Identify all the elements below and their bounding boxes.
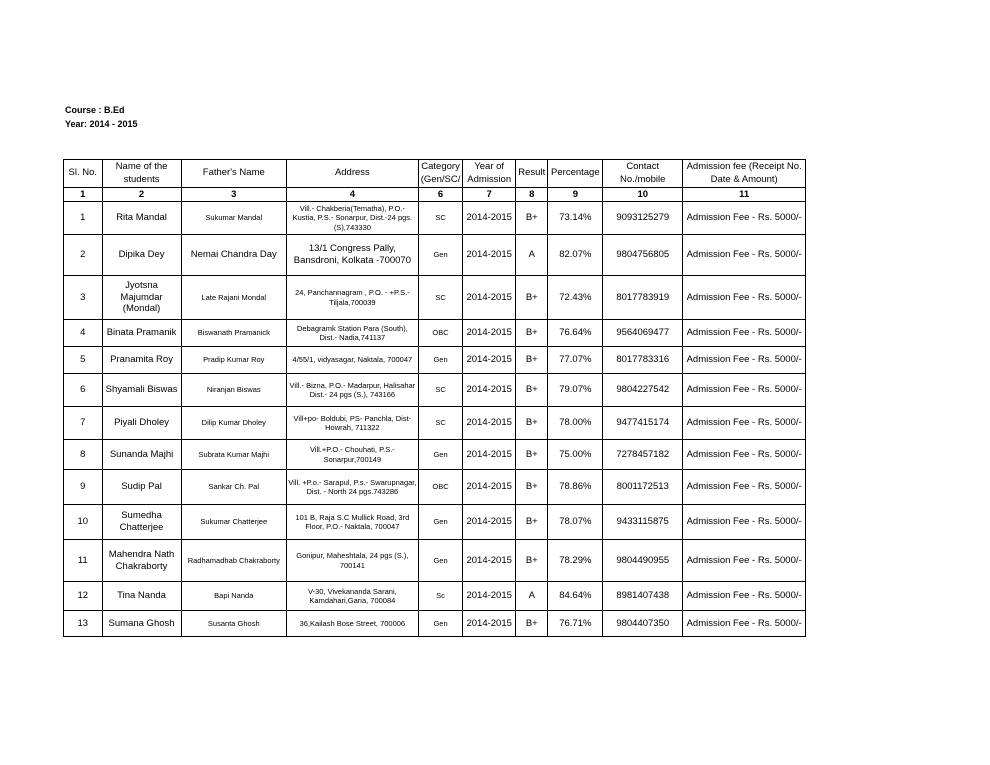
- sl-no-cell: 11: [64, 540, 103, 582]
- category-cell: SC: [418, 407, 463, 440]
- student-name-cell: Jyotsna Majumdar (Mondal): [102, 276, 181, 320]
- father-name-cell: Sukumar Chatterjee: [181, 505, 286, 540]
- category-cell: Gen: [418, 505, 463, 540]
- column-number: 9: [548, 188, 603, 202]
- contact-cell: 9477415174: [603, 407, 683, 440]
- percentage-cell: 78.07%: [548, 505, 603, 540]
- admission-records-table: [63, 159, 806, 637]
- student-name-cell: Sunanda Majhi: [102, 440, 181, 470]
- column-header-sl-no: Sl. No.: [64, 160, 103, 188]
- percentage-cell: 79.07%: [548, 374, 603, 407]
- percentage-cell: 84.64%: [548, 582, 603, 611]
- address-cell: Vill.+P.O.- Chouhati, P.S.- Sonarpur,700149: [286, 440, 418, 470]
- result-cell: B+: [516, 320, 548, 347]
- admission-fee-cell: Admission Fee - Rs. 5000/-: [683, 202, 806, 235]
- sl-no-cell: 12: [64, 582, 103, 611]
- table-row: [64, 611, 806, 637]
- address-cell: 101 B, Raja S.C Mullick Road, 3rd Floor, P.O.- Naktala, 700047: [286, 505, 418, 540]
- column-number: 2: [102, 188, 181, 202]
- category-cell: Gen: [418, 235, 463, 276]
- table-row: [64, 440, 806, 470]
- table-row: [64, 505, 806, 540]
- column-number: 6: [418, 188, 463, 202]
- year-cell: 2014-2015: [463, 202, 516, 235]
- percentage-cell: 76.71%: [548, 611, 603, 637]
- contact-cell: 9804227542: [603, 374, 683, 407]
- year-cell: 2014-2015: [463, 347, 516, 374]
- table-row: [64, 374, 806, 407]
- sl-no-cell: 10: [64, 505, 103, 540]
- address-cell: Vill+po- Boldubi, PS- Panchla, Dist- Howrah, 711322: [286, 407, 418, 440]
- contact-cell: 8981407438: [603, 582, 683, 611]
- result-cell: B+: [516, 440, 548, 470]
- father-name-cell: Dilip Kumar Dholey: [181, 407, 286, 440]
- result-cell: B+: [516, 407, 548, 440]
- result-cell: B+: [516, 540, 548, 582]
- year-cell: 2014-2015: [463, 407, 516, 440]
- category-cell: Gen: [418, 440, 463, 470]
- student-name-cell: Sumedha Chatterjee: [102, 505, 181, 540]
- column-number-row: [64, 188, 806, 202]
- address-cell: Vill. +P.o.- Sarapul, P.s.- Swarupnagar, Dist. - North 24 pgs.743286: [286, 470, 418, 505]
- category-cell: Gen: [418, 540, 463, 582]
- father-name-cell: Bapi Nanda: [181, 582, 286, 611]
- admission-fee-cell: Admission Fee - Rs. 5000/-: [683, 407, 806, 440]
- column-header-father-name: Father's Name: [181, 160, 286, 188]
- admission-fee-cell: Admission Fee - Rs. 5000/-: [683, 320, 806, 347]
- address-cell: 13/1 Congress Pally, Bansdroni, Kolkata -700070: [286, 235, 418, 276]
- column-number: 1: [64, 188, 103, 202]
- year-cell: 2014-2015: [463, 582, 516, 611]
- student-name-cell: Sudip Pal: [102, 470, 181, 505]
- result-cell: A: [516, 582, 548, 611]
- category-cell: Gen: [418, 611, 463, 637]
- category-cell: SC: [418, 276, 463, 320]
- table-header-row: [64, 160, 806, 188]
- address-cell: 36,Kailash Bose Street, 700006: [286, 611, 418, 637]
- column-header-category: Category (Gen/SC/: [418, 160, 463, 188]
- percentage-cell: 72.43%: [548, 276, 603, 320]
- category-cell: Sc: [418, 582, 463, 611]
- result-cell: B+: [516, 470, 548, 505]
- contact-cell: 9433115875: [603, 505, 683, 540]
- father-name-cell: Susanta Ghosh: [181, 611, 286, 637]
- percentage-cell: 82.07%: [548, 235, 603, 276]
- sl-no-cell: 4: [64, 320, 103, 347]
- year-cell: 2014-2015: [463, 540, 516, 582]
- column-number: 4: [286, 188, 418, 202]
- result-cell: B+: [516, 611, 548, 637]
- student-name-cell: Sumana Ghosh: [102, 611, 181, 637]
- result-cell: B+: [516, 374, 548, 407]
- admission-fee-cell: Admission Fee - Rs. 5000/-: [683, 540, 806, 582]
- contact-cell: 8017783316: [603, 347, 683, 374]
- father-name-cell: Pradip Kumar Roy: [181, 347, 286, 374]
- course-label: Course : B.Ed: [65, 105, 125, 115]
- address-cell: 4/55/1, vidyasagar, Naktala, 700047: [286, 347, 418, 374]
- table-body: [64, 202, 806, 637]
- result-cell: B+: [516, 347, 548, 374]
- category-cell: OBC: [418, 320, 463, 347]
- table-row: [64, 202, 806, 235]
- student-name-cell: Piyali Dholey: [102, 407, 181, 440]
- column-number: 10: [603, 188, 683, 202]
- sl-no-cell: 3: [64, 276, 103, 320]
- table-row: [64, 407, 806, 440]
- address-cell: Vill.- Bizna, P.O.- Madarpur, Halisahar Dist.- 24 pgs (S.), 743166: [286, 374, 418, 407]
- percentage-cell: 73.14%: [548, 202, 603, 235]
- percentage-cell: 75.00%: [548, 440, 603, 470]
- column-number: 7: [463, 188, 516, 202]
- table-row: [64, 582, 806, 611]
- admission-fee-cell: Admission Fee - Rs. 5000/-: [683, 440, 806, 470]
- year-cell: 2014-2015: [463, 470, 516, 505]
- student-name-cell: Shyamali Biswas: [102, 374, 181, 407]
- category-cell: Gen: [418, 347, 463, 374]
- percentage-cell: 76.64%: [548, 320, 603, 347]
- contact-cell: 8017783919: [603, 276, 683, 320]
- column-header-contact: Contact No./mobile: [603, 160, 683, 188]
- father-name-cell: Biswanath Pramanick: [181, 320, 286, 347]
- father-name-cell: Sukumar Mandal: [181, 202, 286, 235]
- year-cell: 2014-2015: [463, 320, 516, 347]
- column-number: 3: [181, 188, 286, 202]
- result-cell: B+: [516, 505, 548, 540]
- contact-cell: 9093125279: [603, 202, 683, 235]
- category-cell: SC: [418, 202, 463, 235]
- father-name-cell: Nemai Chandra Day: [181, 235, 286, 276]
- student-name-cell: Mahendra Nath Chakraborty: [102, 540, 181, 582]
- column-header-result: Result: [516, 160, 548, 188]
- percentage-cell: 78.00%: [548, 407, 603, 440]
- category-cell: SC: [418, 374, 463, 407]
- table-row: [64, 320, 806, 347]
- admission-fee-cell: Admission Fee - Rs. 5000/-: [683, 235, 806, 276]
- year-cell: 2014-2015: [463, 276, 516, 320]
- column-number: 8: [516, 188, 548, 202]
- sl-no-cell: 2: [64, 235, 103, 276]
- address-cell: 24, Panchannagram , P.O. - +P.S.- Tiljala,700039: [286, 276, 418, 320]
- percentage-cell: 77.07%: [548, 347, 603, 374]
- admission-fee-cell: Admission Fee - Rs. 5000/-: [683, 470, 806, 505]
- result-cell: A: [516, 235, 548, 276]
- table-row: [64, 540, 806, 582]
- column-header-address: Address: [286, 160, 418, 188]
- result-cell: B+: [516, 202, 548, 235]
- father-name-cell: Radhamadhab Chakraborty: [181, 540, 286, 582]
- student-name-cell: Rita Mandal: [102, 202, 181, 235]
- column-header-year-of-admission: Year of Admission: [463, 160, 516, 188]
- sl-no-cell: 7: [64, 407, 103, 440]
- table-row: [64, 470, 806, 505]
- address-cell: V-30, Vivekananda Sarani, Kamdahari,Garia, 700084: [286, 582, 418, 611]
- father-name-cell: Niranjan Biswas: [181, 374, 286, 407]
- admission-fee-cell: Admission Fee - Rs. 5000/-: [683, 582, 806, 611]
- student-name-cell: Binata Pramanik: [102, 320, 181, 347]
- admission-fee-cell: Admission Fee - Rs. 5000/-: [683, 611, 806, 637]
- contact-cell: 9804756805: [603, 235, 683, 276]
- sl-no-cell: 13: [64, 611, 103, 637]
- table-row: [64, 347, 806, 374]
- contact-cell: 7278457182: [603, 440, 683, 470]
- contact-cell: 9564069477: [603, 320, 683, 347]
- year-cell: 2014-2015: [463, 505, 516, 540]
- table-row: [64, 276, 806, 320]
- admission-fee-cell: Admission Fee - Rs. 5000/-: [683, 374, 806, 407]
- sl-no-cell: 1: [64, 202, 103, 235]
- father-name-cell: Late Rajani Mondal: [181, 276, 286, 320]
- address-cell: Gonipur, Maheshtala, 24 pgs (S.), 700141: [286, 540, 418, 582]
- father-name-cell: Subrata Kumar Majhi: [181, 440, 286, 470]
- column-header-admission-fee: Admission fee (Receipt No. Date & Amount): [683, 160, 806, 188]
- admission-fee-cell: Admission Fee - Rs. 5000/-: [683, 276, 806, 320]
- column-header-percentage: Percentage: [548, 160, 603, 188]
- column-number: 11: [683, 188, 806, 202]
- sl-no-cell: 8: [64, 440, 103, 470]
- year-cell: 2014-2015: [463, 611, 516, 637]
- admission-fee-cell: Admission Fee - Rs. 5000/-: [683, 347, 806, 374]
- percentage-cell: 78.29%: [548, 540, 603, 582]
- contact-cell: 9804407350: [603, 611, 683, 637]
- student-name-cell: Tina Nanda: [102, 582, 181, 611]
- year-label: Year: 2014 - 2015: [65, 119, 138, 129]
- address-cell: Vill.- Chakberia(Tematha), P.O.- Kustia, P.S.- Sonarpur, Dist.-24 pgs.(S),743330: [286, 202, 418, 235]
- address-cell: Debagramk Station Para (South), Dist.- Nadia,741137: [286, 320, 418, 347]
- student-name-cell: Pranamita Roy: [102, 347, 181, 374]
- table-row: [64, 235, 806, 276]
- percentage-cell: 78.86%: [548, 470, 603, 505]
- year-cell: 2014-2015: [463, 374, 516, 407]
- year-cell: 2014-2015: [463, 440, 516, 470]
- year-cell: 2014-2015: [463, 235, 516, 276]
- father-name-cell: Sankar Ch. Pal: [181, 470, 286, 505]
- student-name-cell: Dipika Dey: [102, 235, 181, 276]
- contact-cell: 8001172513: [603, 470, 683, 505]
- admission-fee-cell: Admission Fee - Rs. 5000/-: [683, 505, 806, 540]
- sl-no-cell: 6: [64, 374, 103, 407]
- sl-no-cell: 9: [64, 470, 103, 505]
- contact-cell: 9804490955: [603, 540, 683, 582]
- column-header-student-name: Name of the students: [102, 160, 181, 188]
- result-cell: B+: [516, 276, 548, 320]
- sl-no-cell: 5: [64, 347, 103, 374]
- category-cell: OBC: [418, 470, 463, 505]
